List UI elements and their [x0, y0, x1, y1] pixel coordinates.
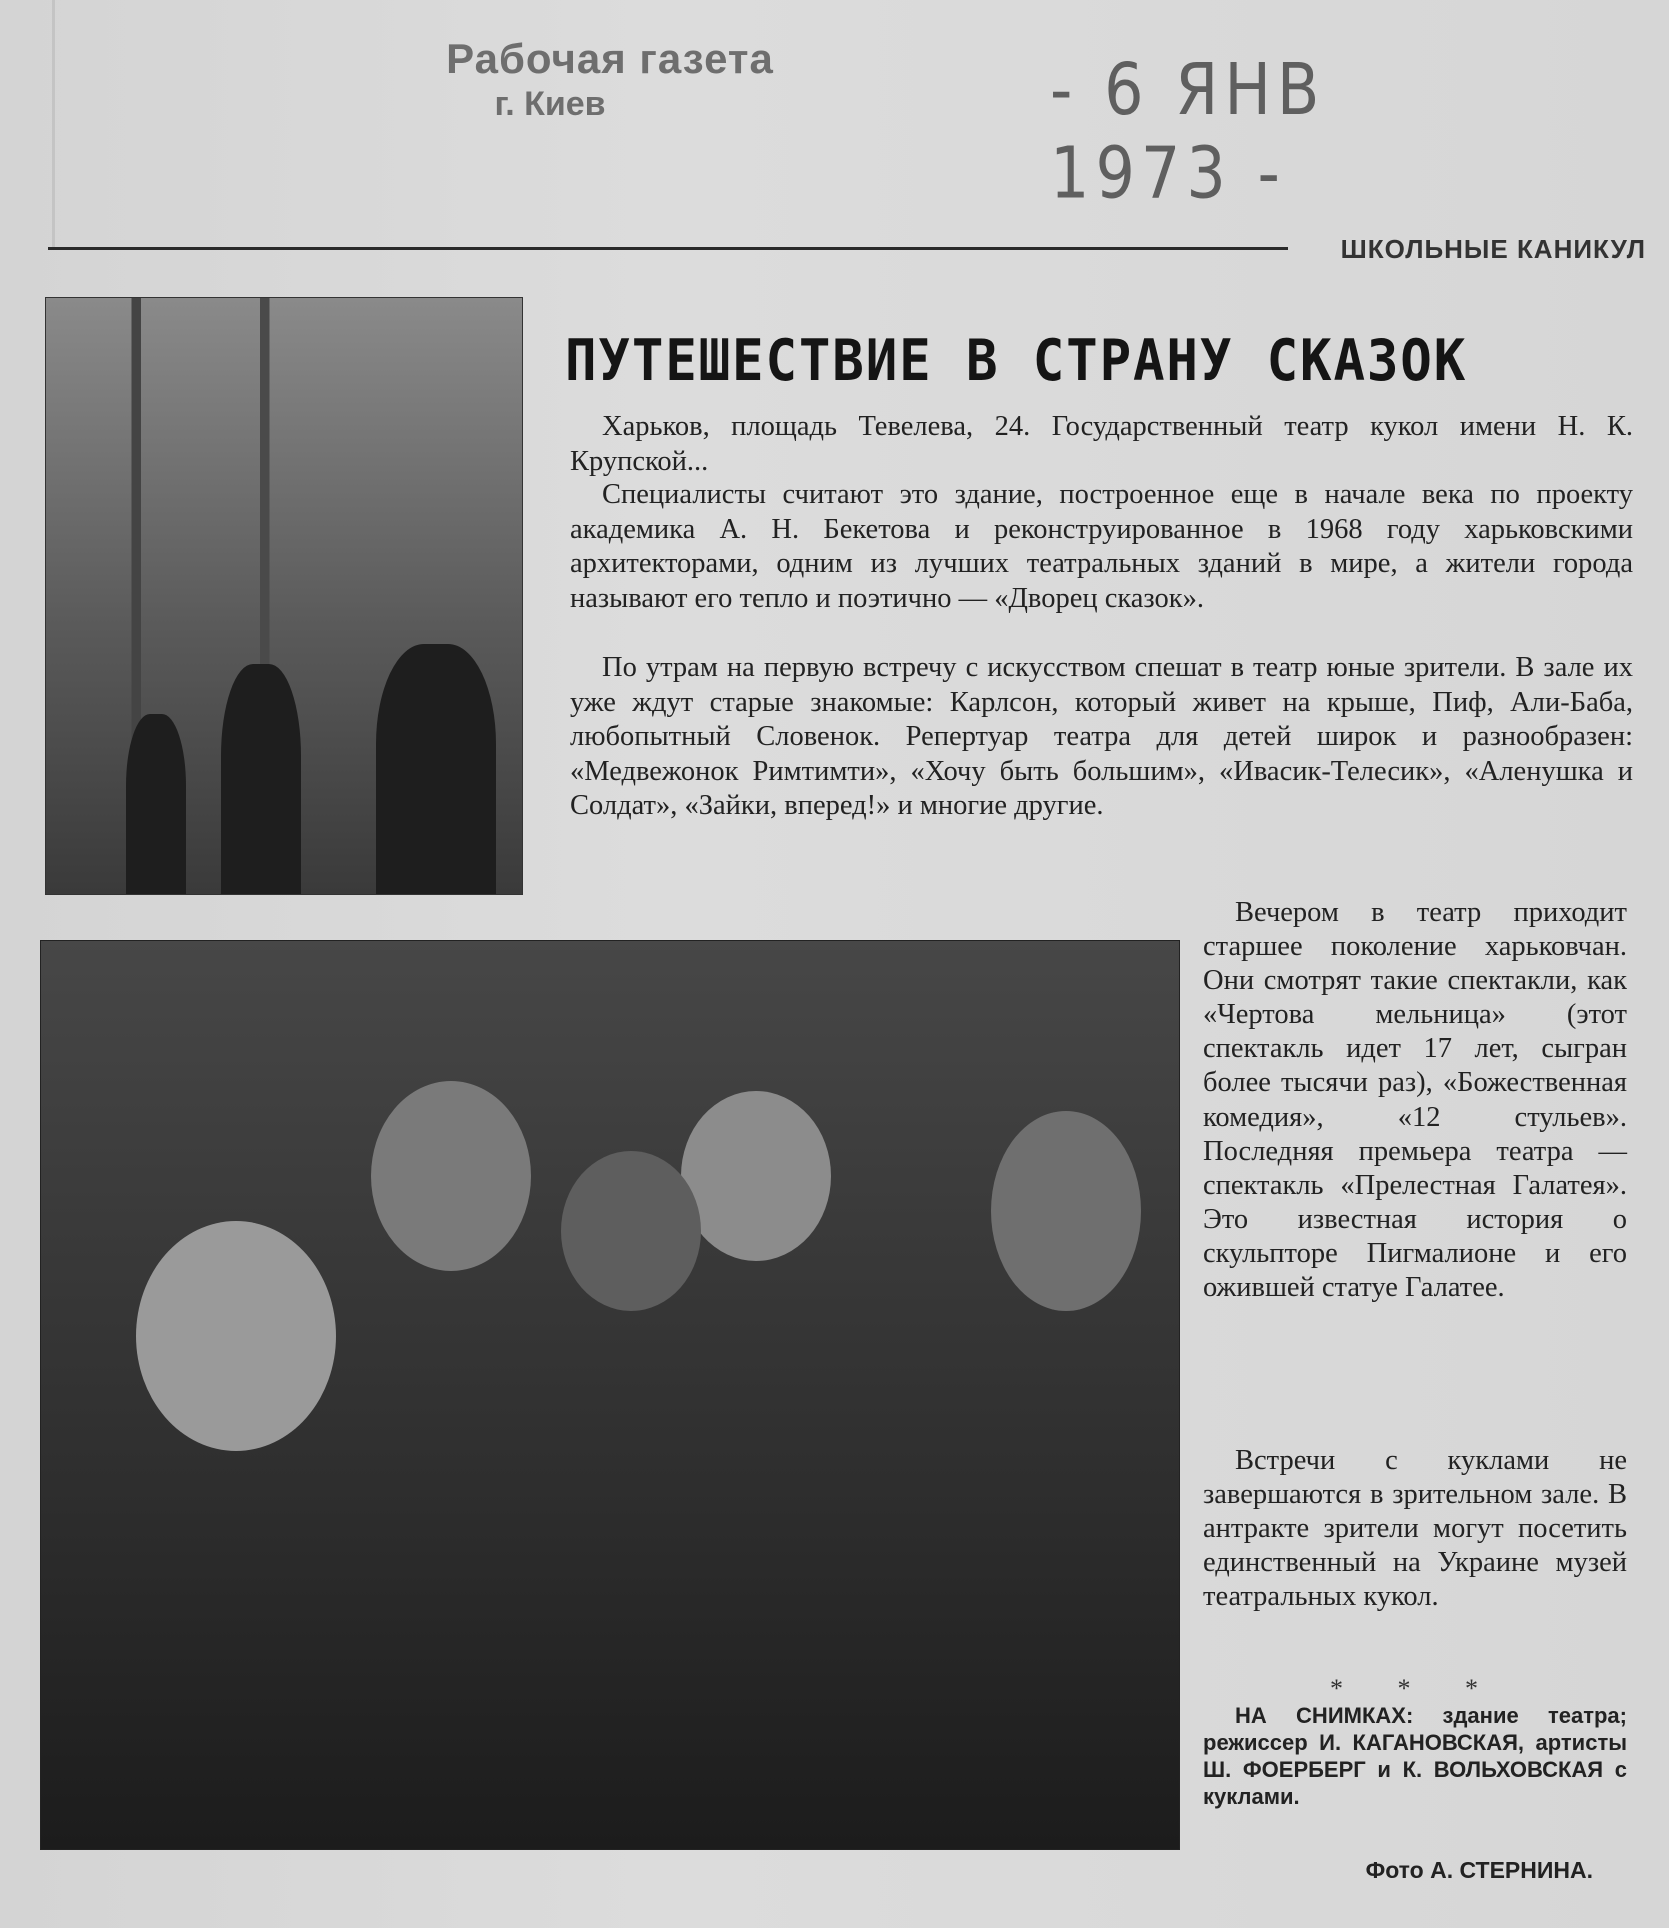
photo-caption-text: НА СНИМКАХ: здание театра; режиссер И. КАГАНОВСКАЯ, артисты Ш. ФОЕРБЕРГ и К. ВОЛЬХОВСКАЯ с куклами. — [1203, 1703, 1627, 1809]
newspaper-city: г. Киев — [494, 85, 606, 123]
newspaper-stamp — [395, 35, 825, 124]
section-label: ШКОЛЬНЫЕ КАНИКУЛ — [1340, 234, 1646, 264]
face-shape — [371, 1081, 531, 1271]
theatre-building-photo — [45, 297, 523, 895]
column-paragraph: Встречи с куклами не завершаются в зрительном зале. В антракте зрители могут посетить единственный на Украине музей театральных кукол. — [1203, 1445, 1627, 1613]
face-shape — [681, 1091, 831, 1261]
puppet-shape — [561, 1151, 701, 1311]
separator-stars: * * * — [1330, 1674, 1502, 1703]
section-rule — [48, 247, 1288, 250]
face-shape — [136, 1221, 336, 1451]
photo-caption — [1203, 1702, 1627, 1810]
paper-fold — [52, 0, 55, 250]
article-paragraph: Харьков, площадь Тевелева, 24. Государственный театр кукол имени Н. К. Крупской... — [570, 411, 1633, 477]
puppets-photo — [40, 940, 1180, 1850]
article-paragraph: Специалисты считают это здание, построенное еще в начале века по проекту академика А. Н. Бекетова и реконструированное в 1968 году харьковскими архитекторами, одним из лучших театральных зданий в мире, а жители города называют его тепло и поэтично — «Дворец сказок». — [570, 479, 1633, 614]
column-paragraph: Вечером в театр приходит старшее поколение харьковчан. Они смотрят такие спектакли, как «Чертова мельница» (этот спектакль идет 17 лет, сыгран более тысячи раз), «Божественная комедия», «12 стульев». Последняя премьера театра — спектакль «Прелестная Галатея». Это известная история о скульпторе Пигмалионе и его ожившей статуе Галатее. — [1203, 897, 1627, 1304]
person-silhouette — [126, 714, 186, 894]
puppet-shape — [991, 1111, 1141, 1311]
person-silhouette — [376, 644, 496, 894]
date-stamp: - 6 ЯНВ 1973 - — [1050, 47, 1326, 215]
article-paragraph: По утрам на первую встречу с искусством спешат в театр юные зрители. В зале их уже ждут старые знакомые: Карлсон, который живет на крыше, Пиф, Али-Баба, любопытный Словенок. Репертуар театра для детей широк и разнообразен: «Медвежонок Римтимти», «Хочу быть большим», «Ивасик-Телесик», «Аленушка и Солдат», «Зайки, вперед!» и многие другие. — [570, 652, 1633, 822]
photo-credit: Фото А. СТЕРНИНА. — [1365, 1857, 1593, 1883]
article-headline: ПУТЕШЕСТВИЕ В СТРАНУ СКАЗОК — [565, 328, 1468, 394]
newspaper-name: Рабочая газета — [446, 35, 774, 82]
person-silhouette — [221, 664, 301, 894]
